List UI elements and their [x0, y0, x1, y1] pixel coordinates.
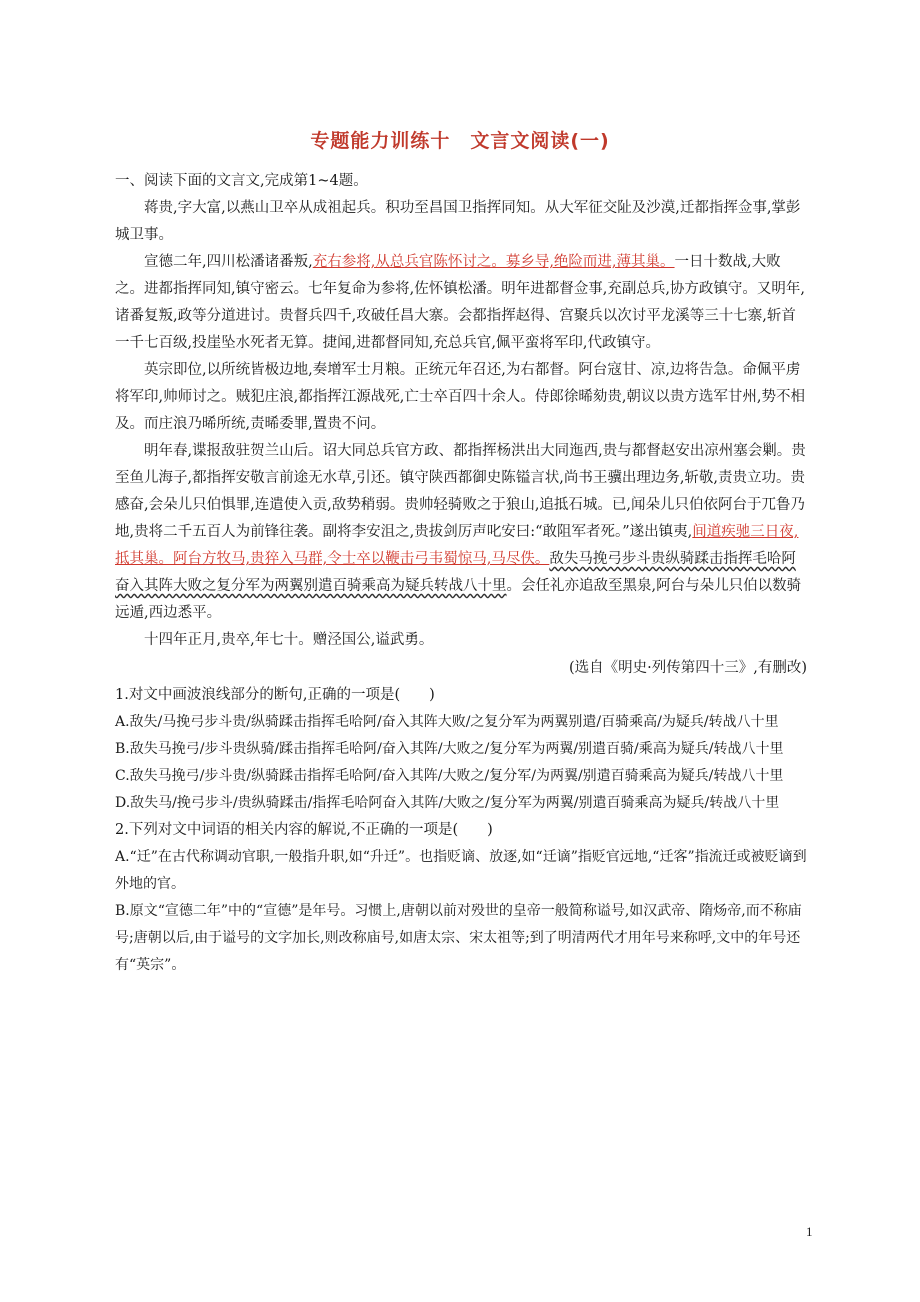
text-span: 宣德二年,四川松潘诸番叛, — [144, 254, 313, 270]
passage-paragraph-5: 十四年正月,贵卒,年七十。赠泾国公,谥武勇。 — [144, 632, 434, 648]
red-underlined-sentence-1: 充右参将,从总兵官陈怀讨之。募乡导,绝险而进,薄其巢。 — [312, 254, 675, 270]
instructions: 一、阅读下面的文言文,完成第1~4题。 — [115, 173, 368, 189]
page-number: 1 — [806, 1224, 813, 1239]
question-1-option-a: A.敌失/马挽弓步斗贵/纵骑蹂击指挥毛哈阿/奋入其阵大败/之复分军为两翼别遣/百骑乘高/为疑兵/转战八十里 — [115, 714, 779, 730]
passage-paragraph-2 — [115, 249, 807, 357]
passage-paragraph-1: 蒋贵,字大富,以燕山卫卒从成祖起兵。积功至昌国卫指挥同知。从大军征交阯及沙漠,迁都指挥佥事,掌彭城卫事。 — [115, 200, 801, 243]
document-body — [115, 168, 807, 979]
text-span: 。会任礼亦追敌至黑泉,阿台与朵儿只伯以数骑远遁,西边悉平。 — [115, 578, 802, 621]
question-1-stem: 1.对文中画波浪线部分的断句,正确的一项是( ) — [115, 687, 435, 703]
text-span: 明年春,谍报敌驻贺兰山后。诏大同总兵官方政、都指挥杨洪出大同迤西,贵与都督赵安出凉州塞会剿。贵至鱼儿海子,都指挥安敬言前途无水草,引还。镇守陕西都御史陈镒言状,尚书王骥出理边务,斩敬,责贵立功。贵感奋,会朵儿只伯惧罪,连遣使入贡,敌势稍弱。贵帅轻骑败之于狼山,追抵石城。已,闻朵儿只伯依阿台于兀鲁乃地,贵将二千五百人为前锋往袭。副将李安沮之,贵拔剑厉声叱安曰:“敢阻军者死。”遂出镇夷, — [115, 443, 806, 540]
question-1-option-b: B.敌失马挽弓/步斗贵纵骑/蹂击指挥毛哈阿/奋入其阵/大败之/复分军为两翼/别遣百骑/乘高为疑兵/转战八十里 — [115, 741, 784, 757]
question-2-stem: 2.下列对文中词语的相关内容的解说,不正确的一项是( ) — [115, 822, 493, 838]
question-2-option-b: B.原文“宣德二年”中的“宣德”是年号。习惯上,唐朝以前对殁世的皇帝一般简称谥号,如汉武帝、隋炀帝,而不称庙号;唐朝以后,由于谥号的文字加长,则改称庙号,如唐太宗、宋太祖等;到了明清两代才用年号来称呼,文中的年号还有“英宗”。 — [115, 903, 802, 973]
source-citation: (选自《明史·列传第四十三》,有删改) — [568, 660, 807, 676]
question-1-option-d: D.敌失马/挽弓步斗/贵纵骑蹂击/指挥毛哈阿奋入其阵/大败之/复分军为两翼/别遣百骑乘高为疑兵/转战八十里 — [115, 795, 780, 811]
question-1-option-c: C.敌失马挽弓/步斗贵/纵骑蹂击指挥毛哈阿/奋入其阵/大败之/复分军/为两翼/别遣百骑乘高为疑兵/转战八十里 — [115, 768, 784, 784]
passage-paragraph-3: 英宗即位,以所统皆极边地,奏增军士月粮。正统元年召还,为右都督。阿台寇甘、凉,边将告急。命佩平虏将军印,帅师讨之。贼犯庄浪,都指挥江源战死,亡士卒百四十余人。侍郎徐晞劾贵,朝议以贵方选军甘州,势不相及。而庄浪乃晞所统,责晞委罪,置贵不问。 — [115, 362, 806, 432]
page-title: 专题能力训练十 文言文阅读(一) — [310, 130, 610, 152]
red-underlined-sentence-2: 间道疾驰三日夜,抵其巢。阿台方牧马,贵猝入马群,令士卒以鞭击弓韦蜀惊马,马尽佚。 — [115, 524, 799, 567]
text-span: 一日十数战,大败之。进都指挥同知,镇守密云。七年复命为参将,佐怀镇松潘。明年进都督佥事,充副总兵,协方政镇守。又明年,诸番复叛,政等分道进讨。贵督兵四千,攻破任昌大寨。会都指挥赵得、宫聚兵以次讨平龙溪等三十七寨,斩首一千七百级,投崖坠水死者无算。捷闻,进都督同知,充总兵官,佩平蛮将军印,代政镇守。 — [115, 254, 806, 351]
wavy-underlined-sentence: 敌失马挽弓步斗贵纵骑蹂击指挥毛哈阿奋入其阵大败之复分军为两翼别遣百骑乘高为疑兵转战八十里 — [115, 551, 796, 594]
question-2-option-a: A.“迁”在古代称调动官职,一般指升职,如“升迁”。也指贬谪、放逐,如“迁谪”指贬官远地,“迁客”指流迁或被贬谪到外地的官。 — [115, 849, 807, 892]
passage-paragraph-4 — [115, 438, 807, 627]
